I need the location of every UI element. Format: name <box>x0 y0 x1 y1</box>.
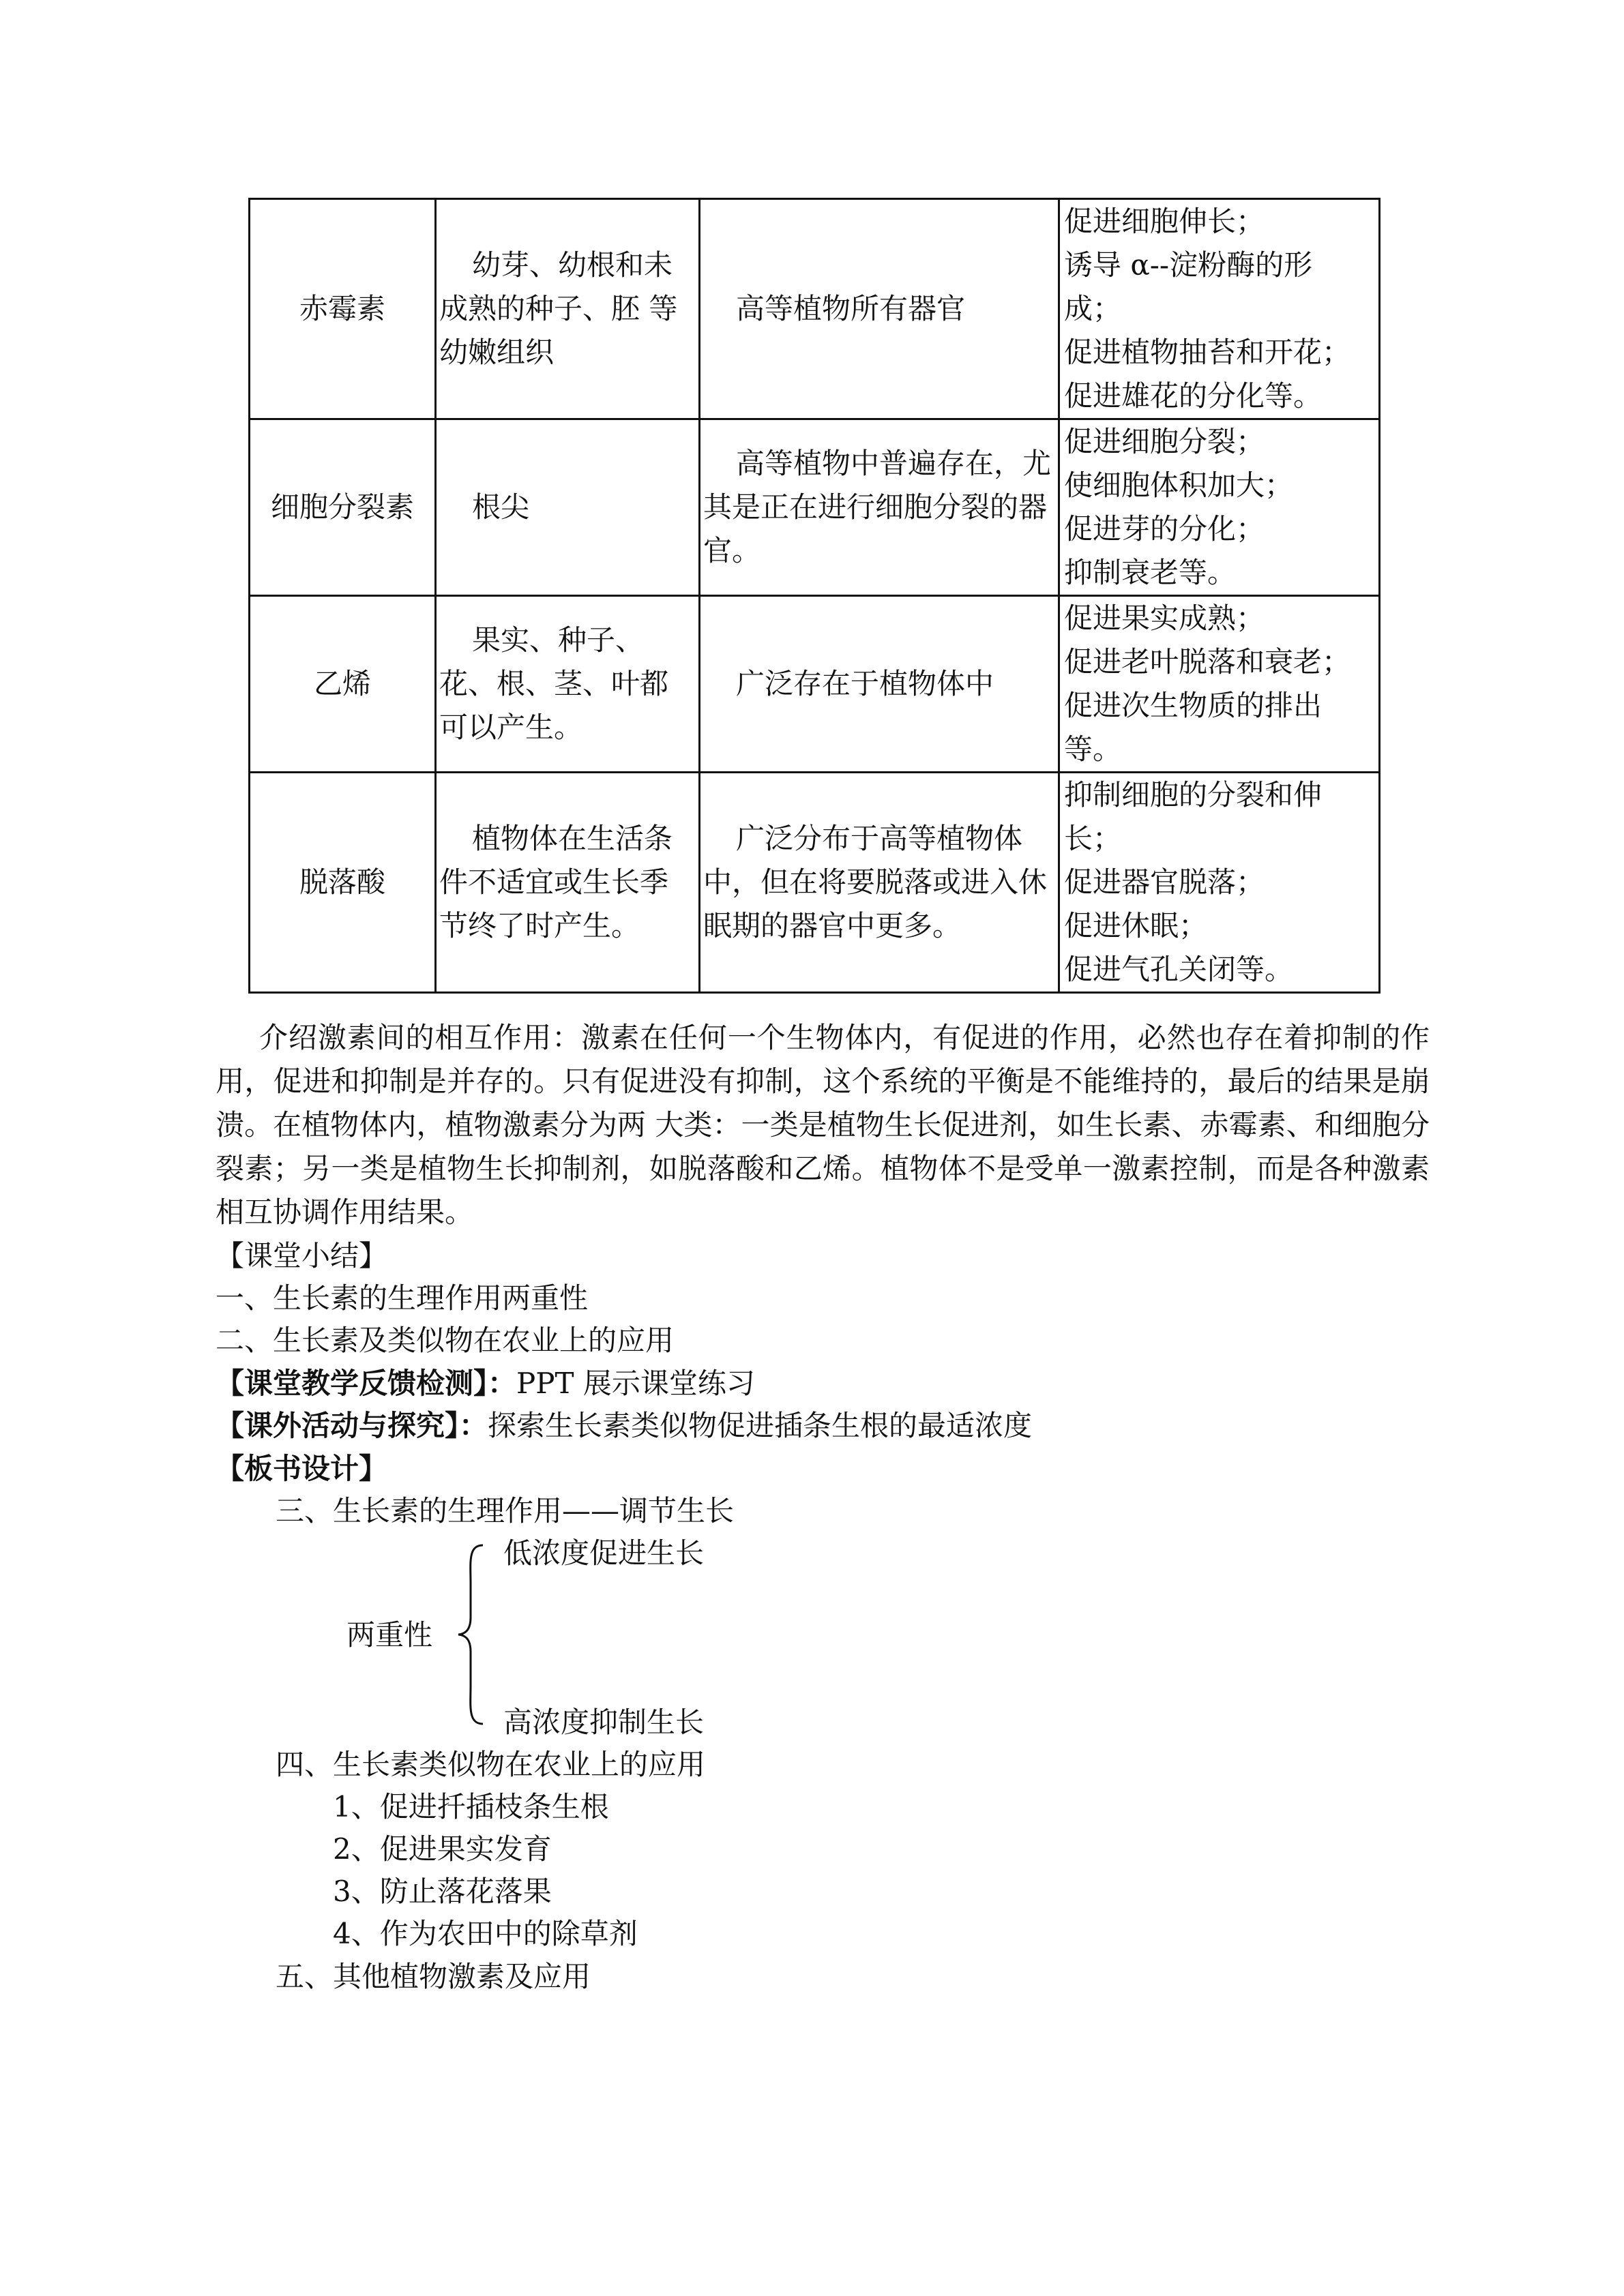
function-line: 诱导 α--淀粉酶的形 <box>1064 248 1313 282</box>
functions <box>1059 596 1380 773</box>
board-section-5: 五、其他植物激素及应用 <box>276 1960 591 1993</box>
duality-label: 两重性 <box>346 1618 433 1652</box>
distribution: 高等植物中普遍存在，尤其是正在进行细胞分裂的器官。 <box>700 419 1059 596</box>
board-section-4: 四、生长素类似物在农业上的应用 <box>276 1748 706 1781</box>
activity-label: 【课外活动与探究】： <box>216 1409 488 1442</box>
application-item: 2、促进果实发育 <box>333 1832 552 1866</box>
hormone-table <box>248 198 1381 994</box>
function-line: 促进果实成熟； <box>1064 601 1265 635</box>
function-line: 促进细胞伸长； <box>1064 205 1265 238</box>
table-row <box>250 773 1380 993</box>
function-line: 促进休眠； <box>1064 909 1208 942</box>
board-heading: 【板书设计】 <box>216 1452 388 1485</box>
duality-high: 高浓度抑制生长 <box>503 1705 705 1739</box>
function-line: 促进老叶脱落和衰老； <box>1064 645 1351 679</box>
table-row <box>250 199 1380 419</box>
hormone-name: 细胞分裂素 <box>250 419 436 596</box>
function-line: 促进植物抽苔和开花； <box>1064 336 1351 369</box>
function-line: 促进气孔关闭等。 <box>1064 953 1294 986</box>
production-site: 植物体在生活条件不适宜或生长季节终了时产生。 <box>436 773 700 993</box>
feedback-text: PPT 展示课堂练习 <box>516 1367 755 1400</box>
table-row <box>250 419 1380 596</box>
production-site: 幼芽、幼根和未成熟的种子、胚 等幼嫩组织 <box>436 199 700 419</box>
board-section-3: 三、生长素的生理作用——调节生长 <box>276 1494 735 1527</box>
distribution: 广泛存在于植物体中 <box>700 596 1059 773</box>
feedback-label: 【课堂教学反馈检测】： <box>216 1367 517 1400</box>
production-site: 果实、种子、花、根、茎、叶都可以产生。 <box>436 596 700 773</box>
summary-item: 一、生长素的生理作用两重性 <box>216 1281 589 1315</box>
function-line: 抑制细胞的分裂和伸 <box>1064 778 1323 811</box>
intro-paragraph: 介绍激素间的相互作用：激素在任何一个生物体内，有促进的作用，必然也存在着抑制的作用，促进和抑制是并存的。只有促进没有抑制，这个系统的平衡是不能维持的，最后的结果是崩溃。在植物体内，植物激素分为两 大类：一类是植物生长促进剂，如生长素、赤霉素、和细胞分裂素；另一类是植物生长抑制剂，如脱落酸和乙烯。植物体不是受单一激素控制，而是各种激素相互协调作用结果。 <box>216 1021 1430 1229</box>
function-line: 促进次生物质的排出 <box>1064 689 1323 722</box>
function-line: 成； <box>1064 292 1122 325</box>
function-line: 促进细胞分裂； <box>1064 425 1265 458</box>
application-item: 1、促进扦插枝条生根 <box>333 1790 609 1823</box>
curly-brace-icon <box>456 1542 488 1727</box>
distribution: 广泛分布于高等植物体中，但在将要脱落或进入休眠期的器官中更多。 <box>700 773 1059 993</box>
hormone-name: 脱落酸 <box>250 773 436 993</box>
activity-line <box>216 1404 1032 1448</box>
summary-heading: 【课堂小结】 <box>216 1239 388 1272</box>
application-item: 3、防止落花落果 <box>333 1875 552 1908</box>
functions <box>1059 419 1380 596</box>
function-line: 促进芽的分化； <box>1064 512 1265 546</box>
functions <box>1059 199 1380 419</box>
summary-item: 二、生长素及类似物在农业上的应用 <box>216 1324 675 1357</box>
function-line: 促进器官脱落； <box>1064 865 1265 899</box>
function-line: 等。 <box>1064 732 1122 766</box>
hormone-name: 乙烯 <box>250 596 436 773</box>
production-site: 根尖 <box>436 419 700 596</box>
function-line: 长； <box>1064 822 1122 855</box>
distribution: 高等植物所有器官 <box>700 199 1059 419</box>
function-line: 使细胞体积加大； <box>1064 468 1294 502</box>
function-line: 促进雄花的分化等。 <box>1064 379 1323 413</box>
functions <box>1059 773 1380 993</box>
feedback-line <box>216 1362 755 1405</box>
activity-text: 探索生长素类似物促进插条生根的最适浓度 <box>488 1409 1033 1442</box>
duality-low: 低浓度促进生长 <box>503 1536 705 1570</box>
application-item: 4、作为农田中的除草剂 <box>333 1917 638 1950</box>
hormone-name: 赤霉素 <box>250 199 436 419</box>
table-row <box>250 596 1380 773</box>
function-line: 抑制衰老等。 <box>1064 556 1237 589</box>
